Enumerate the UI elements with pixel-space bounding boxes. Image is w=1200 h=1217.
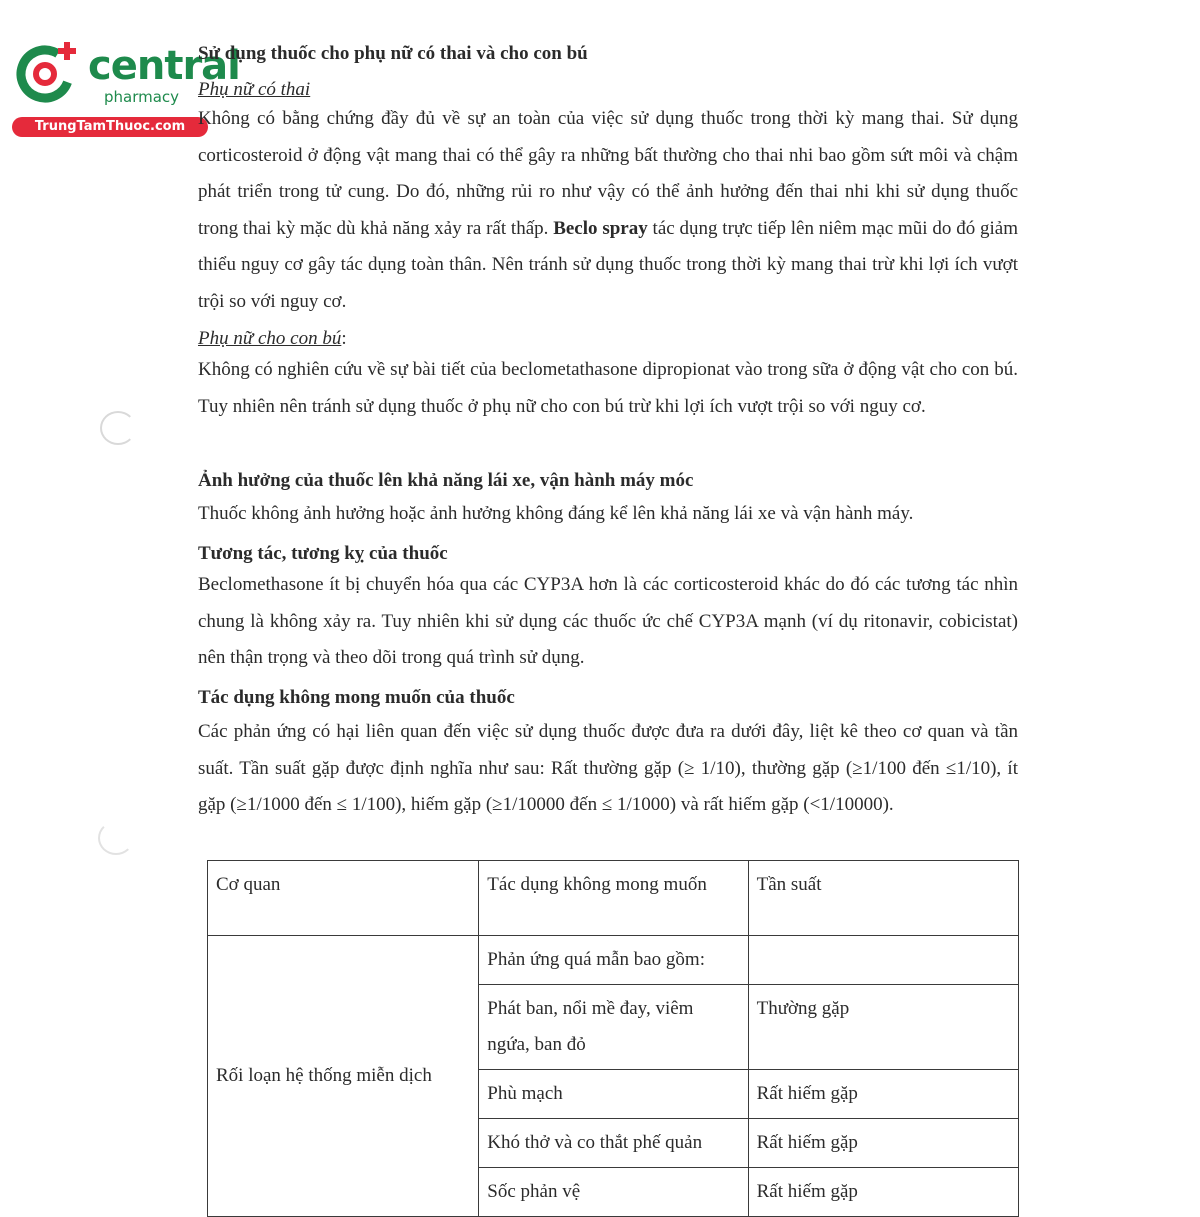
punch-hole <box>100 411 136 445</box>
logo-site: TrungTamThuoc.com <box>12 117 208 137</box>
table-effect-cell: Phù mạch <box>479 1070 748 1119</box>
table-effect-cell: Sốc phản vệ <box>479 1168 748 1217</box>
table-freq-cell: Rất hiếm gặp <box>748 1168 1018 1217</box>
table-header-row <box>208 861 1019 936</box>
table-freq-cell: Thường gặp <box>748 985 1018 1070</box>
heading-pregnancy: Sử dụng thuốc cho phụ nữ có thai và cho con bú <box>198 43 588 64</box>
table-effect-cell: Phản ứng quá mẫn bao gồm: <box>479 936 748 985</box>
table-freq-cell: Rất hiếm gặp <box>748 1070 1018 1119</box>
table-header-cell: Tần suất <box>748 861 1018 936</box>
heading-interactions: Tương tác, tương kỵ của thuốc <box>198 543 448 564</box>
table-header-cell: Cơ quan <box>208 861 479 936</box>
table-freq-cell: Rất hiếm gặp <box>748 1119 1018 1168</box>
driving-paragraph: Thuốc không ảnh hưởng hoặc ảnh hưởng không đáng kể lên khả năng lái xe và vận hành máy. <box>198 503 914 524</box>
pregnant-text-2: tác dụng trực tiếp lên niêm mạc mũi do đó giảm thiểu nguy cơ gây tác dụng toàn thân. Nên tránh sử dụng thuốc trong thời kỳ mang thai trừ khi lợi ích vượt trội so với nguy cơ. <box>198 217 1018 312</box>
adverse-paragraph: Các phản ứng có hại liên quan đến việc sử dụng thuốc được đưa ra dưới đây, liệt kê theo cơ quan và tần suất. Tần suất gặp được định nghĩa như sau: Rất thường gặp (≥ 1/10), thường gặp (≥1/100 đến ≤1/10), ít gặp (≥1/1000 đến ≤ 1/100), hiếm gặp (≥1/10000 đến ≤ 1/1000) và rất hiếm gặp (<1/10000). <box>198 721 1018 815</box>
label-breastfeeding-colon: : <box>341 328 347 349</box>
table-organ-cell: Rối loạn hệ thống miễn dịch <box>208 936 479 1217</box>
table-effect-cell: Khó thở và co thắt phế quản <box>479 1119 748 1168</box>
pharmacy-logo <box>12 38 240 138</box>
logo-sub: pharmacy <box>104 88 180 106</box>
logo-brand: central <box>88 43 240 89</box>
table-header-cell: Tác dụng không mong muốn <box>479 861 748 936</box>
label-breastfeeding: Phụ nữ cho con bú <box>198 328 342 349</box>
central-logo-icon <box>12 38 82 108</box>
table-effect-cell: Phát ban, nổi mề đay, viêm ngứa, ban đỏ <box>479 985 748 1070</box>
breastfeeding-paragraph: Không có nghiên cứu về sự bài tiết của beclometathasone dipropionat vào trong sữa ở động vật cho con bú. Tuy nhiên nên tránh sử dụng thuốc ở phụ nữ cho con bú trừ khi lợi ích vượt trội so với nguy cơ. <box>198 359 1018 417</box>
pregnant-paragraph <box>198 101 1018 320</box>
label-pregnant: Phụ nữ có thai <box>198 79 311 100</box>
table-freq-cell <box>748 936 1018 985</box>
heading-adverse: Tác dụng không mong muốn của thuốc <box>198 687 515 708</box>
pregnant-text-1: Không có bằng chứng đầy đủ về sự an toàn của việc sử dụng thuốc trong thời kỳ mang thai. Sử dụng corticosteroid ở động vật mang thai có thể gây ra những bất thường cho thai nhi bao gồm sứt môi và chậm phát triển trong tử cung. Do đó, những rủi ro như vậy có thể ảnh hưởng đến thai nhi khi sử dụng thuốc trong thai kỳ mặc dù khả năng xảy ra rất thấp. <box>198 108 1018 239</box>
punch-hole <box>98 821 134 855</box>
table-row <box>208 936 1019 985</box>
heading-driving: Ảnh hưởng của thuốc lên khả năng lái xe, vận hành máy móc <box>198 470 694 491</box>
interactions-paragraph: Beclomethasone ít bị chuyển hóa qua các CYP3A hơn là các corticosteroid khác do đó các tương tác nhìn chung là không xảy ra. Tuy nhiên khi sử dụng các thuốc ức chế CYP3A mạnh (ví dụ ritonavir, cobicistat) nên thận trọng và theo dõi trong quá trình sử dụng. <box>198 574 1018 668</box>
product-name: Beclo spray <box>553 217 648 239</box>
adverse-effects-table <box>207 860 1019 1217</box>
